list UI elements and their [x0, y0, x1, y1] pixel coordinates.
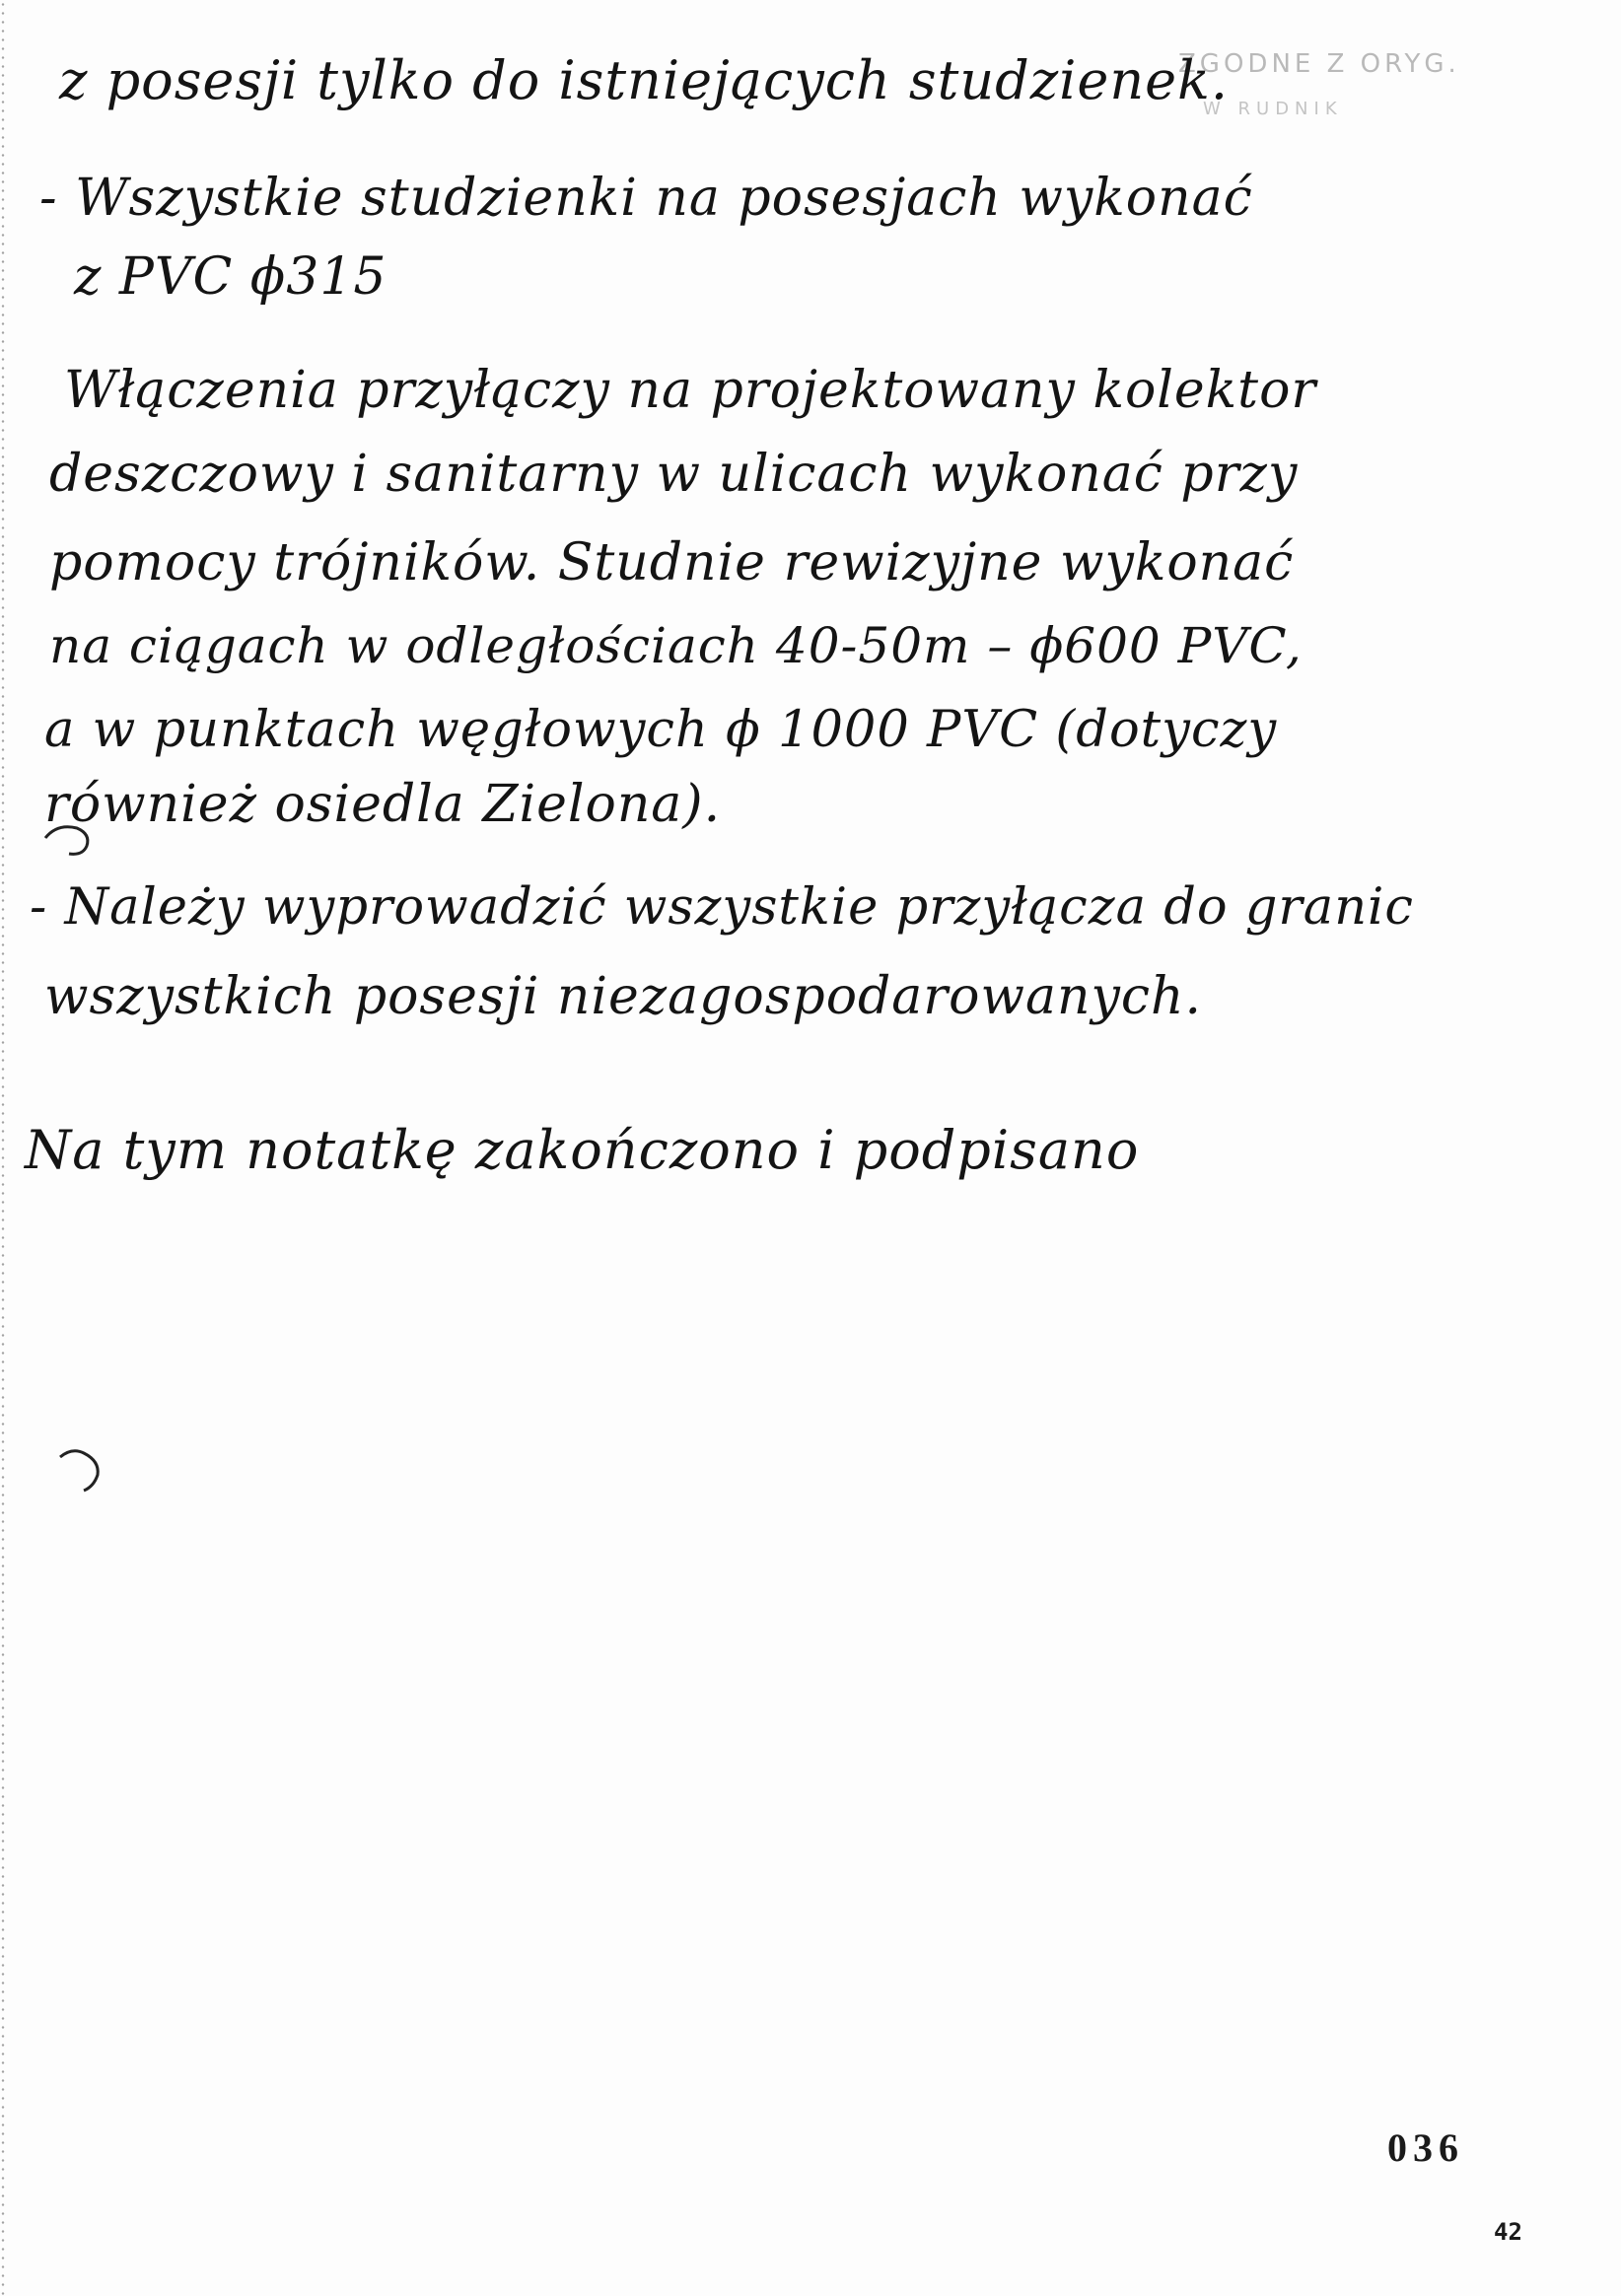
handwritten-line-6: pomocy trójników. Studnie rewizyjne wykonać — [49, 533, 1295, 592]
faded-stamp-subtitle: W RUDNIK — [1203, 99, 1343, 119]
handwritten-line-11: wszystkich posesji niezagospodarowanych. — [44, 967, 1202, 1026]
scribble-mark-1 — [39, 818, 108, 863]
handwritten-line-4: Włączenia przyłączy na projektowany kolektor — [64, 361, 1317, 420]
handwritten-line-3: z PVC ϕ315 — [74, 247, 388, 307]
handwritten-line-12: Na tym notatkę zakończono i podpisano — [25, 1119, 1140, 1181]
scribble-mark-2 — [54, 1439, 123, 1494]
handwritten-line-7: na ciągach w odległościach 40-50m – ϕ600 PVC, — [49, 617, 1303, 674]
handwritten-line-1: z posesji tylko do istniejących studzienek. — [59, 49, 1229, 111]
handwritten-line-5: deszczowy i sanitarny w ulicach wykonać przy — [49, 445, 1299, 504]
handwritten-line-10: - Należy wyprowadzić wszystkie przyłącza do granic — [30, 878, 1414, 937]
page-code: 036 — [1387, 2125, 1464, 2170]
binding-edge — [0, 0, 6, 2296]
handwritten-line-8: a w punktach węgłowych ϕ 1000 PVC (dotyczy — [44, 701, 1278, 759]
page-number: 42 — [1494, 2218, 1522, 2246]
handwritten-line-9: również osiedla Zielona). — [44, 775, 722, 834]
faded-stamp: ZGODNE Z ORYG. — [1178, 49, 1460, 79]
handwritten-line-2: - Wszystkie studzienki na posesjach wykonać — [39, 169, 1253, 228]
